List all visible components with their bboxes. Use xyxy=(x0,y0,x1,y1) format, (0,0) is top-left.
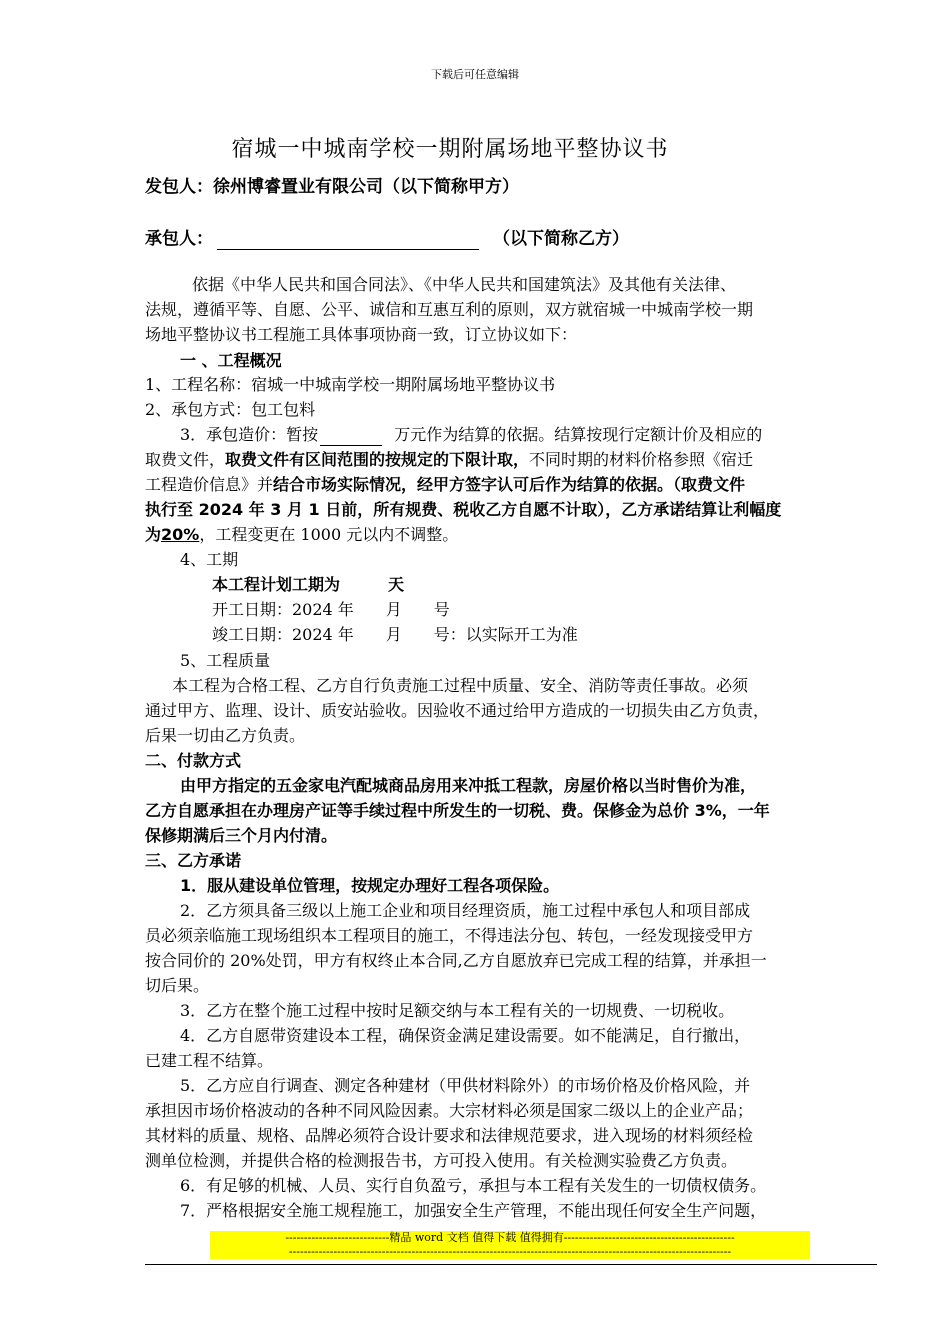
payment-line-2: 乙方自愿承担在办理房产证等手续过程中所发生的一切税、费。保修金为总价 3%，一年 xyxy=(145,801,770,820)
promise-3: 3．乙方在整个施工过程中按时足额交纳与本工程有关的一切规费、一切税收。 xyxy=(180,1001,735,1020)
payment-line-3: 保修期满后三个月内付清。 xyxy=(145,826,338,845)
item-4-label: 4、工期 xyxy=(180,550,239,569)
document-title: 宿城一中城南学校一期附属场地平整协议书 xyxy=(231,137,669,162)
promise-4-line-1: 4．乙方自愿带资建设本工程，确保资金满足建设需要。如不能满足，自行撤出， xyxy=(180,1026,751,1045)
item-3-line-2-c: 不同时期的材料价格参照《宿迁 xyxy=(529,450,754,469)
item-3-line-5 xyxy=(145,524,458,546)
item-4-plan xyxy=(212,574,404,596)
item-3-line-5-b: ，工程变更在 1000 元以内不调整。 xyxy=(199,525,459,544)
party-b-suffix: （以下简称乙方） xyxy=(493,229,629,249)
item-3-line-5-a: 为 xyxy=(145,525,162,544)
promise-2-line-3: 按合同价的 20%处罚，甲方有权终止本合同,乙方自愿放弃已完成工程的结算，并承担一 xyxy=(145,951,767,970)
promise-5-line-3: 其材料的质量、规格、品牌必须符合设计要求和法律规范要求，进入现场的材料须经检 xyxy=(145,1126,754,1145)
party-b-blank xyxy=(217,231,479,250)
end-date: 竣工日期：2024 年 月 号：以实际开工为准 xyxy=(212,625,578,644)
footer-banner-line-2: ----------------------------------------------------------------------------------------------------------------------- xyxy=(210,1245,810,1259)
promise-4-line-2: 已建工程不结算。 xyxy=(145,1051,274,1070)
section-3-heading: 三、乙方承诺 xyxy=(145,851,242,870)
header-note: 下载后可任意编辑 xyxy=(431,68,519,81)
section-2-heading: 二、付款方式 xyxy=(145,751,242,770)
footer-banner-line-1: ----------------------------精品 word 文档 值得下载 值得拥有---------------------------------------------- xyxy=(210,1231,810,1245)
discount-rate: 20% xyxy=(161,525,200,544)
promise-5-line-2: 承担因市场价格波动的各种不同风险因素。大宗材料必须是国家二级以上的企业产品； xyxy=(145,1101,754,1120)
item-4-plan-a: 本工程计划工期为 xyxy=(212,575,341,594)
item-3-line-3-a: 工程造价信息》并 xyxy=(145,475,274,494)
promise-5-line-4: 测单位检测，并提供合格的检测报告书，方可投入使用。有关检测实验费乙方负责。 xyxy=(145,1151,738,1170)
item-5-line-3: 后果一切由乙方负责。 xyxy=(145,726,306,745)
price-blank xyxy=(320,429,382,446)
intro-line-1: 依据《中华人民共和国合同法》、《中华人民共和国建筑法》及其他有关法律、 xyxy=(192,275,737,294)
item-5-line-1: 本工程为合格工程、乙方自行负责施工过程中质量、安全、消防等责任事故。必须 xyxy=(172,676,749,695)
party-b xyxy=(145,228,629,250)
item-3-line-2-b: 取费文件有区间范围的按规定的下限计取， xyxy=(225,450,530,469)
intro-line-2: 法规，遵循平等、自愿、公平、诚信和互惠互利的原则，双方就宿城一中城南学校一期 xyxy=(145,300,754,319)
footer-rule xyxy=(145,1264,877,1265)
promise-6: 6．有足够的机械、人员、实行自负盈亏，承担与本工程有关发生的一切债权债务。 xyxy=(180,1176,767,1195)
item-2: 2、承包方式：包工包料 xyxy=(145,400,316,419)
item-5-line-2: 通过甲方、监理、设计、质安站验收。因验收不通过给甲方造成的一切损失由乙方负责， xyxy=(145,701,770,720)
promise-7: 7．严格根据安全施工规程施工，加强安全生产管理，不能出现任何安全生产问题， xyxy=(180,1201,767,1220)
item-5-label: 5、工程质量 xyxy=(180,651,271,670)
party-a: 发包人：徐州博睿置业有限公司（以下简称甲方） xyxy=(145,177,519,197)
promise-2-line-4: 切后果。 xyxy=(145,976,210,995)
item-3-text-a: 3．承包造价：暂按 xyxy=(180,425,319,444)
promise-2-line-2: 员必须亲临施工现场组织本工程项目的施工，不得违法分包、转包，一经发现接受甲方 xyxy=(145,926,754,945)
item-3-line-3 xyxy=(145,474,745,496)
start-date: 开工日期：2024 年 月 号 xyxy=(212,600,450,619)
item-3-line-3-b: 结合市场实际情况，经甲方签字认可后作为结算的依据。（取费文件 xyxy=(273,475,746,494)
promise-5-line-1: 5．乙方应自行调查、测定各种建材（甲供材料除外）的市场价格及价格风险，并 xyxy=(180,1076,751,1095)
item-3-line-4: 执行至 2024 年 3 月 1 日前，所有规费、税收乙方自愿不计取），乙方承诺结算让利幅度 xyxy=(145,500,782,519)
item-3-line-2 xyxy=(145,449,753,471)
section-1-heading: 一 、工程概况 xyxy=(180,351,282,370)
promise-1: 1．服从建设单位管理，按规定办理好工程各项保险。 xyxy=(180,876,560,895)
intro-line-3: 场地平整协议书工程施工具体事项协商一致，订立协议如下： xyxy=(145,325,578,344)
item-3-line-2-a: 取费文件， xyxy=(145,450,226,469)
party-b-label: 承包人： xyxy=(145,229,213,249)
payment-line-1: 由甲方指定的五金家电汽配城商品房用来冲抵工程款，房屋价格以当时售价为准， xyxy=(180,776,757,795)
promise-2-line-1: 2．乙方须具备三级以上施工企业和项目经理资质，施工过程中承包人和项目部成 xyxy=(180,901,751,920)
item-1: 1、工程名称：宿城一中城南学校一期附属场地平整协议书 xyxy=(145,375,556,394)
item-3-line-1 xyxy=(180,424,762,446)
item-4-plan-b: 天 xyxy=(388,575,405,594)
item-3-text-b: 万元作为结算的依据。结算按现行定额计价及相应的 xyxy=(394,425,763,444)
